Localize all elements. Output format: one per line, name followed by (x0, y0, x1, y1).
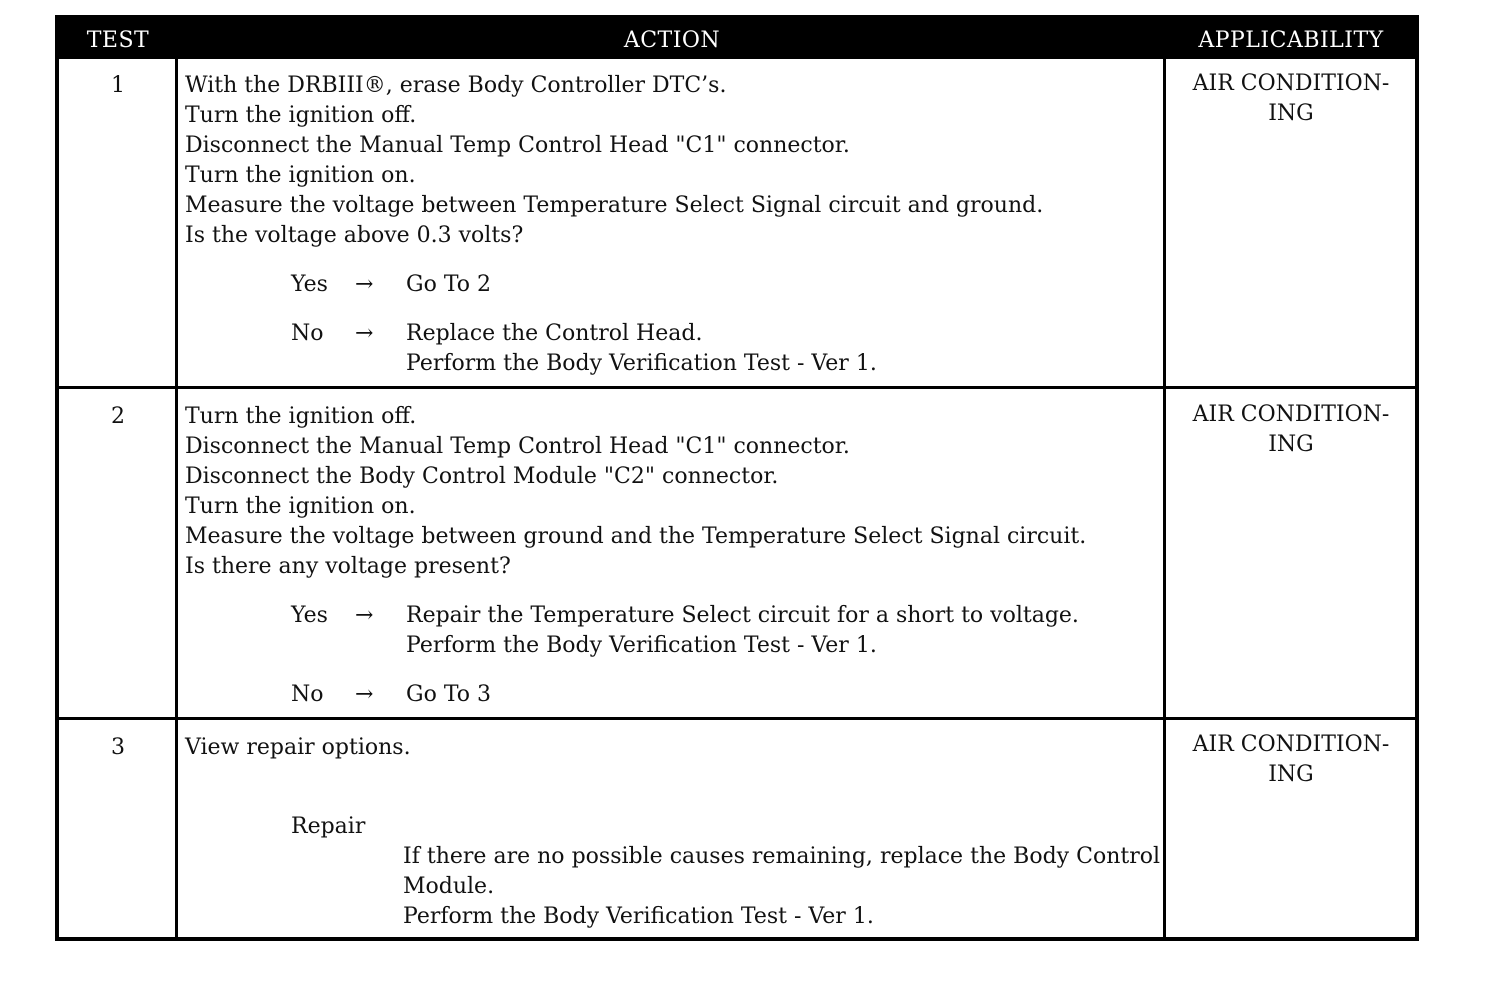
action-step: Turn the ignition off. (185, 404, 417, 429)
action-step: Turn the ignition on. (185, 163, 416, 188)
action-step: Disconnect the Manual Temp Control Head "C1" connector. (185, 434, 850, 459)
applicability-line: AIR CONDITION- (1192, 732, 1390, 757)
no-option (185, 319, 1160, 349)
no-option (185, 680, 1160, 710)
repair-label: Repair (291, 814, 366, 839)
diagnostic-test-table (55, 15, 1419, 941)
no-label: No (291, 682, 324, 707)
applicability-line: AIR CONDITION- (1192, 71, 1390, 96)
test-number: 2 (111, 404, 125, 429)
repair-option (185, 812, 1160, 842)
test-number: 3 (111, 735, 125, 760)
applicability-line: AIR CONDITION- (1192, 402, 1390, 427)
header-applicability: APPLICABILITY (1198, 28, 1384, 53)
no-result: Go To 3 (406, 682, 492, 707)
action-cell (185, 71, 1160, 379)
applicability-line: ING (1268, 101, 1314, 126)
no-result-continued: Perform the Body Verification Test - Ver 1. (406, 351, 877, 376)
action-step: Disconnect the Body Control Module "C2" connector. (185, 464, 779, 489)
arrow-right-icon: → (355, 682, 374, 707)
yes-result: Repair the Temperature Select circuit for a short to voltage. (406, 603, 1079, 628)
test-number: 1 (111, 73, 125, 98)
action-step: Measure the voltage between Temperature Select Signal circuit and ground. (185, 193, 1044, 218)
repair-text-continued: Perform the Body Verification Test - Ver 1. (403, 904, 874, 929)
yes-option (185, 601, 1160, 631)
no-result: Replace the Control Head. (406, 321, 703, 346)
row-divider (59, 717, 1415, 720)
action-step: View repair options. (185, 735, 411, 760)
yes-label: Yes (291, 603, 328, 628)
yes-label: Yes (291, 272, 328, 297)
arrow-right-icon: → (355, 321, 374, 346)
column-divider (1163, 59, 1166, 941)
arrow-right-icon: → (355, 272, 374, 297)
action-step: Measure the voltage between ground and the Temperature Select Signal circuit. (185, 524, 1087, 549)
applicability-line: ING (1268, 762, 1314, 787)
applicability-cell (1167, 400, 1415, 460)
repair-text: If there are no possible causes remaining, replace the Body Control Module. (403, 844, 1160, 899)
action-cell (185, 733, 1160, 932)
header-action: ACTION (623, 28, 721, 53)
column-divider (175, 59, 178, 941)
yes-result-continued: Perform the Body Verification Test - Ver 1. (406, 633, 877, 658)
row-divider (59, 386, 1415, 389)
yes-option (185, 270, 1160, 300)
applicability-cell (1167, 69, 1415, 129)
header-test: TEST (86, 28, 150, 53)
applicability-cell (1167, 730, 1415, 790)
yes-result: Go To 2 (406, 272, 492, 297)
arrow-right-icon: → (355, 603, 374, 628)
action-step: Is the voltage above 0.3 volts? (185, 223, 524, 248)
action-step: Is there any voltage present? (185, 554, 511, 579)
applicability-line: ING (1268, 432, 1314, 457)
table-header (59, 19, 1415, 59)
no-label: No (291, 321, 324, 346)
action-step: Turn the ignition off. (185, 103, 417, 128)
action-step: Turn the ignition on. (185, 494, 416, 519)
action-step: With the DRBIII®, erase Body Controller DTC’s. (185, 73, 727, 98)
action-step: Disconnect the Manual Temp Control Head "C1" connector. (185, 133, 850, 158)
action-cell (185, 402, 1160, 710)
